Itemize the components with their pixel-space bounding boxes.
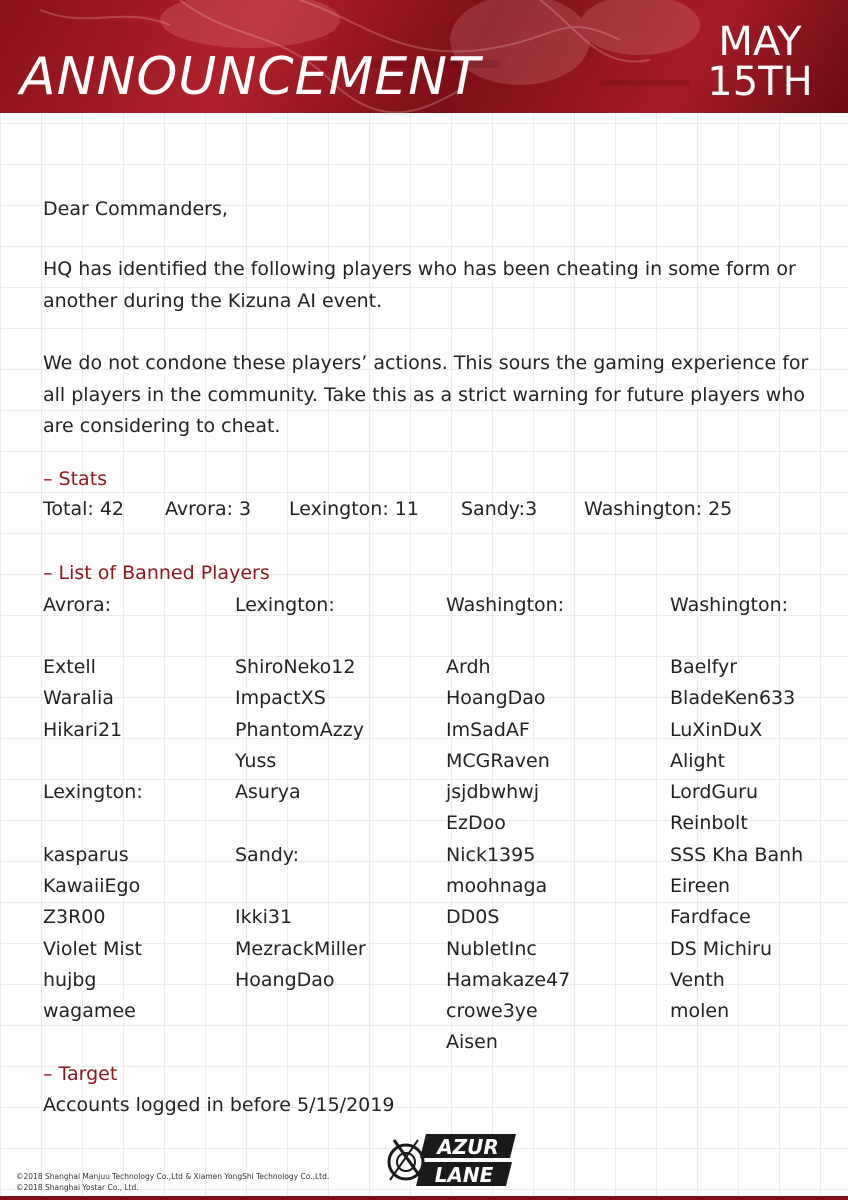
logo-text-bottom: LANE [434, 1163, 494, 1187]
col4-header-washington: Washington: [670, 594, 789, 616]
stat-total: Total: 42 [43, 498, 124, 520]
stats-heading: – Stats [43, 468, 108, 490]
list-item: Yuss [235, 750, 277, 772]
list-item: DD0S [446, 906, 500, 928]
list-item: Violet Mist [43, 938, 142, 960]
list-item: Asurya [235, 781, 301, 803]
list-item: Ardh [446, 656, 491, 678]
list-item: molen [670, 1000, 730, 1022]
list-item: MCGRaven [446, 750, 550, 772]
stat-sandy: Sandy:3 [461, 498, 538, 520]
target-heading: – Target [43, 1063, 118, 1085]
azur-lane-logo [386, 1130, 520, 1190]
list-item: MezrackMiller [235, 938, 366, 960]
list-item: Reinbolt [670, 812, 748, 834]
list-item: Venth [670, 969, 725, 991]
list-item: KawaiiEgo [43, 875, 141, 897]
list-item: Eireen [670, 875, 731, 897]
date-month: MAY [718, 19, 802, 65]
list-item: Hikari21 [43, 719, 123, 741]
list-item: NubletInc [446, 938, 537, 960]
copyright-line-1: ©2018 Shanghai Manjuu Technology Co.,Ltd & Xiamen YongShi Technology Co.,Ltd. [16, 1172, 330, 1181]
list-item: Baelfyr [670, 656, 738, 678]
list-item: Z3R00 [43, 906, 106, 928]
stat-washington: Washington: 25 [584, 498, 733, 520]
warning-paragraph: We do not condone these players’ actions. This sours the gaming experience for all players in the community. Take this as a strict warning for future players who are considering to cheat. [43, 352, 809, 437]
header-banner [0, 0, 848, 113]
list-item: Ikki31 [235, 906, 293, 928]
list-item: PhantomAzzy [235, 719, 364, 741]
list-item: BladeKen633 [670, 687, 796, 709]
list-item: LordGuru [670, 781, 759, 803]
announcement-date [700, 19, 820, 105]
stat-avrora: Avrora: 3 [165, 498, 252, 520]
col1-header-avrora: Avrora: [43, 594, 112, 616]
list-item: Aisen [446, 1031, 498, 1053]
list-item: Waralia [43, 687, 114, 709]
banned-list-heading: – List of Banned Players [43, 562, 270, 584]
logo-text-top: AZUR [437, 1135, 499, 1159]
list-item: ImpactXS [235, 687, 326, 709]
list-item: Nick1395 [446, 844, 536, 866]
list-item: Extell [43, 656, 96, 678]
greeting: Dear Commanders, [43, 198, 228, 220]
page-title: ANNOUNCEMENT [20, 47, 481, 107]
stat-lexington: Lexington: 11 [289, 498, 419, 520]
date-day: 15TH [707, 59, 813, 105]
intro-paragraph: HQ has identified the following players who has been cheating in some form or another during the Kizuna AI event. [43, 258, 796, 312]
list-item: ShiroNeko12 [235, 656, 356, 678]
list-item: crowe3ye [446, 1000, 538, 1022]
col1-header-lexington: Lexington: [43, 781, 143, 803]
list-item: SSS Kha Banh [670, 844, 804, 866]
col3-header-washington: Washington: [446, 594, 565, 616]
list-item: HoangDao [235, 969, 335, 991]
bottom-accent-strip [0, 1196, 848, 1200]
list-item: EzDoo [446, 812, 506, 834]
list-item: kasparus [43, 844, 129, 866]
list-item: Alight [670, 750, 726, 772]
list-item: wagamee [43, 1000, 136, 1022]
target-text: Accounts logged in before 5/15/2019 [43, 1094, 395, 1116]
list-item: LuXinDuX [670, 719, 763, 741]
list-item: Fardface [670, 906, 751, 928]
col2-header-sandy: Sandy: [235, 844, 300, 866]
list-item: jsjdbwhwj [446, 781, 539, 803]
list-item: DS Michiru [670, 938, 773, 960]
copyright-line-2: ©2018 Shanghai Yostar Co., Ltd. [16, 1183, 139, 1192]
list-item: Hamakaze47 [446, 969, 571, 991]
col2-header-lexington: Lexington: [235, 594, 335, 616]
list-item: moohnaga [446, 875, 548, 897]
list-item: ImSadAF [446, 719, 530, 741]
list-item: HoangDao [446, 687, 546, 709]
list-item: hujbg [43, 969, 97, 991]
